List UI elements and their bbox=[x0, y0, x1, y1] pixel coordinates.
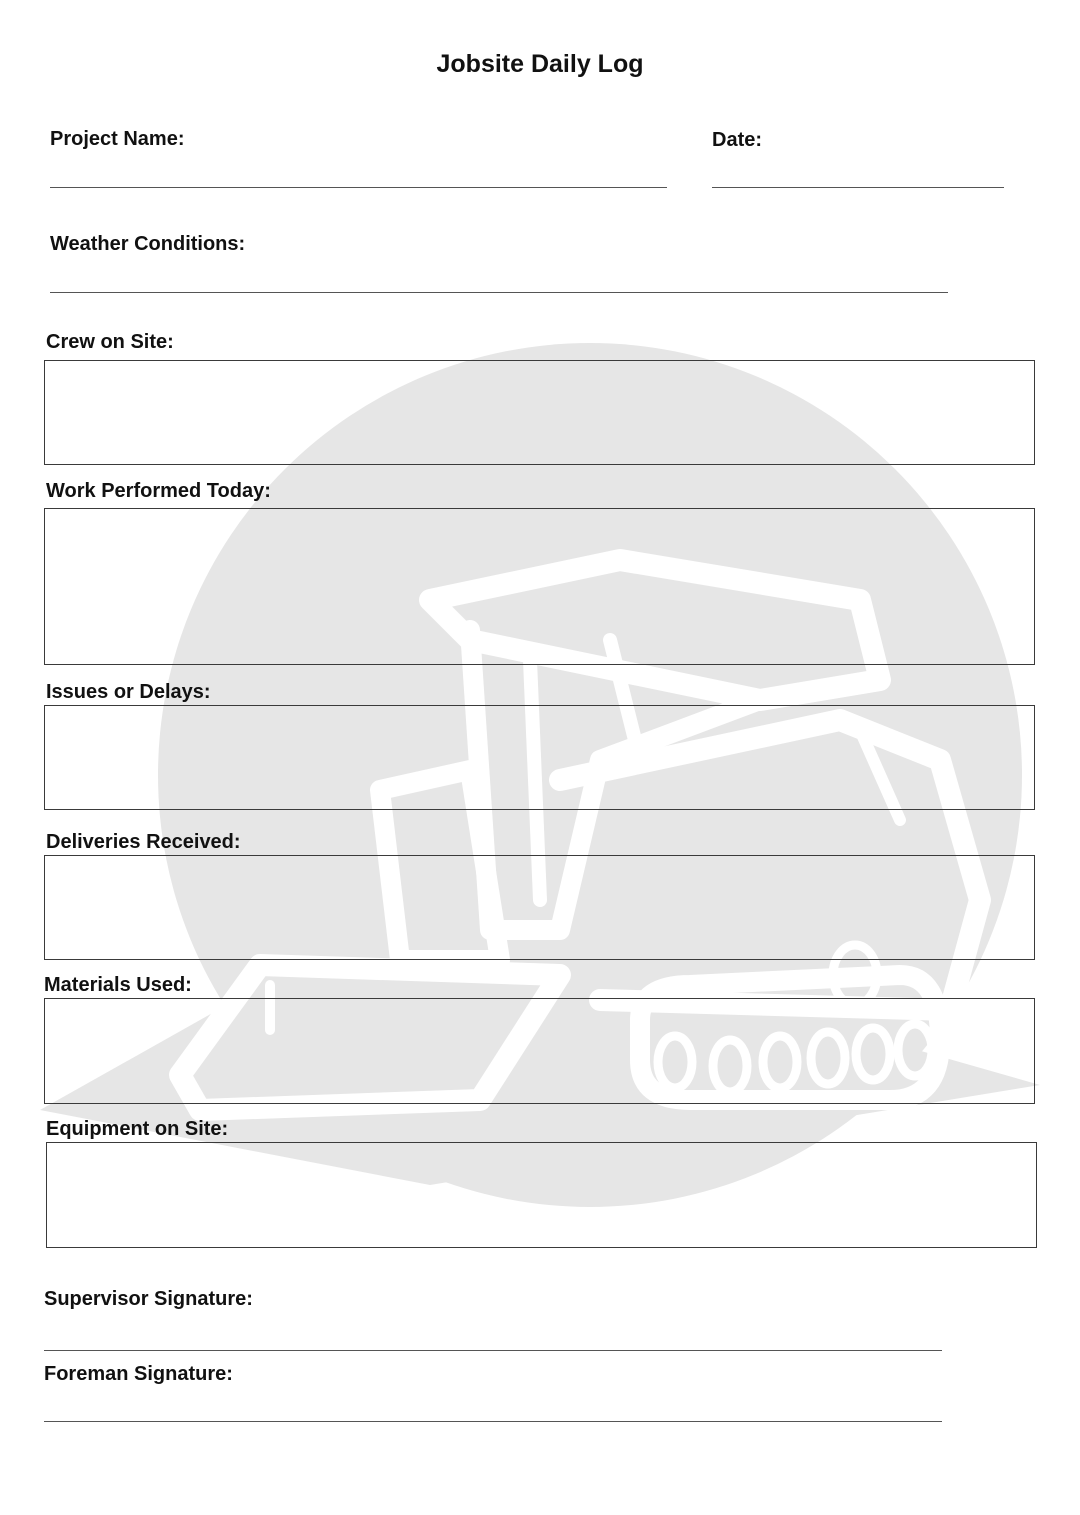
deliveries-received-label: Deliveries Received: bbox=[46, 831, 241, 853]
issues-delays-box[interactable] bbox=[44, 705, 1035, 810]
date-line[interactable] bbox=[712, 187, 1004, 188]
foreman-signature-line[interactable] bbox=[44, 1421, 942, 1422]
work-performed-label: Work Performed Today: bbox=[46, 480, 271, 502]
materials-used-box[interactable] bbox=[44, 998, 1035, 1104]
equipment-on-site-label: Equipment on Site: bbox=[46, 1118, 229, 1140]
materials-used-label: Materials Used: bbox=[44, 974, 192, 996]
work-performed-box[interactable] bbox=[44, 508, 1035, 665]
weather-conditions-line[interactable] bbox=[50, 292, 948, 293]
foreman-signature-label: Foreman Signature: bbox=[44, 1363, 233, 1385]
supervisor-signature-line[interactable] bbox=[44, 1350, 942, 1351]
deliveries-received-box[interactable] bbox=[44, 855, 1035, 960]
project-name-label: Project Name: bbox=[50, 128, 185, 150]
equipment-on-site-box[interactable] bbox=[46, 1142, 1037, 1248]
crew-on-site-box[interactable] bbox=[44, 360, 1035, 465]
supervisor-signature-label: Supervisor Signature: bbox=[44, 1288, 253, 1310]
project-name-line[interactable] bbox=[50, 187, 667, 188]
crew-on-site-label: Crew on Site: bbox=[46, 331, 174, 353]
page-title: Jobsite Daily Log bbox=[436, 50, 644, 78]
date-label: Date: bbox=[712, 129, 763, 151]
weather-conditions-label: Weather Conditions: bbox=[50, 233, 246, 255]
issues-delays-label: Issues or Delays: bbox=[46, 681, 211, 703]
